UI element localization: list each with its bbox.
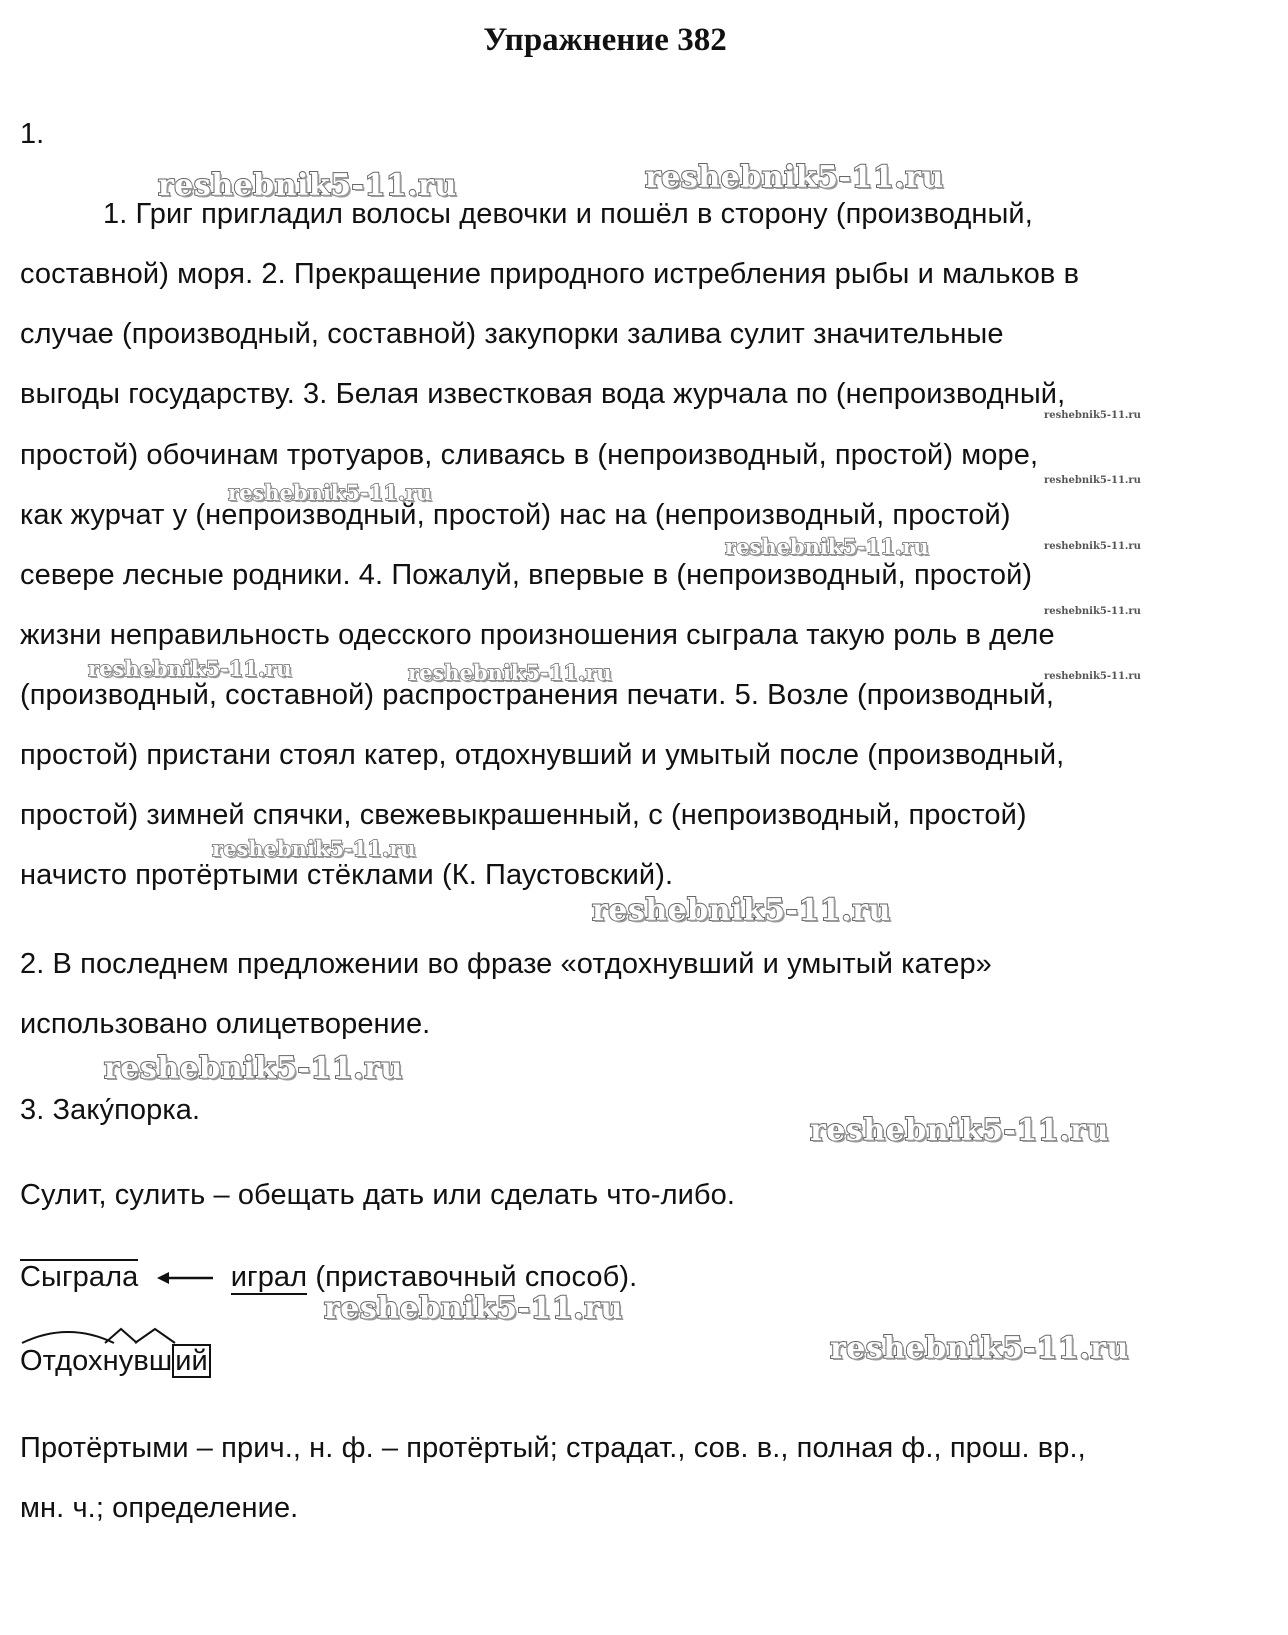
left-arrow-icon [157,1271,213,1285]
morpheme-suffix-1 [103,1343,134,1379]
section-2-line: 2. В последнем предложении во фразе «отдохнувший и умытый катер» [20,948,992,980]
watermark: reshebnik5-11.ru [592,893,891,928]
root-text: Отдох [20,1345,103,1377]
text-line: начисто протёртыми стёклами (К. Паустовский). [20,859,674,891]
text-line: простой) обочинам тротуаров, сливаясь в (непроизводный, простой) море, [20,439,1039,471]
watermark: reshebnik5-11.ru [104,1051,403,1086]
derived-word: Сыграла [20,1261,139,1293]
text-line: составной) моря. 2. Прекращение природного истребления рыбы и мальков в [20,258,1080,290]
section-2-line: использовано олицетворение. [20,1008,431,1040]
text-line: случае (производный, составной) закупорки залива сулит значительные [20,318,1004,350]
text-line: жизни неправильность одесского произношения сыграла такую роль в деле [20,619,1055,651]
watermark: reshebnik5-11.ru [158,168,457,203]
text-line: выгоды государству. 3. Белая известковая вода журчала по (непроизводный, [20,378,1066,410]
analysis-line: Протёртыми – прич., н. ф. – протёртый; страдат., сов. в., полная ф., прош. вр., [20,1432,1086,1464]
watermark: reshebnik5-11.ru [228,480,432,505]
sulit-definition: Сулит, сулить – обещать дать или сделать что-либо. [20,1179,736,1211]
text-line: как журчат у (непроизводный, простой) нас на (непроизводный, простой) [20,499,1011,531]
word-derivation [20,1259,637,1295]
watermark: reshebnik5-11.ru [88,656,292,681]
watermark: reshebnik5-11.ru [810,1113,1109,1148]
text-line: простой) зимней спячки, свежевыкрашенный, с (непроизводный, простой) [20,799,1027,831]
watermark: reshebnik5-11.ru [1044,475,1141,486]
text-line: 1. Григ пригладил волосы девочки и пошёл в сторону (производный, [103,198,1033,230]
morpheme-ending: ий [172,1344,211,1378]
morpheme-suffix-2 [133,1343,172,1379]
derivation-method: (приставочный способ). [315,1261,638,1293]
watermark: reshebnik5-11.ru [1044,671,1141,682]
watermark: reshebnik5-11.ru [1044,410,1141,421]
text-line: простой) пристани стоял катер, отдохнувший и умытый после (производный, [20,739,1065,771]
watermark: reshebnik5-11.ru [1044,606,1141,617]
watermark: reshebnik5-11.ru [324,1291,623,1326]
analysis-line: мн. ч.; определение. [20,1492,299,1524]
watermark: reshebnik5-11.ru [408,660,612,685]
text-line: севере лесные родники. 4. Пожалуй, впервые в (непроизводный, простой) [20,559,1033,591]
morpheme-root [20,1343,103,1379]
watermark: reshebnik5-11.ru [1044,541,1141,552]
suffix-1-text: ну [102,1345,134,1377]
source-word: играл [230,1261,308,1293]
suffix-caret-icon [133,1327,177,1345]
morpheme-analysis [20,1343,211,1379]
watermark: reshebnik5-11.ru [830,1331,1129,1366]
page-title: Упражнение 382 [483,22,727,58]
watermark: reshebnik5-11.ru [645,160,944,195]
suffix-2-text: вш [133,1345,173,1377]
root-arc-icon [20,1327,116,1345]
section-3-title: 3. Заку́порка. [20,1094,201,1126]
watermark: reshebnik5-11.ru [212,836,416,861]
section-1-number: 1. [20,118,45,150]
text-line: (производный, составной) распространения печати. 5. Возле (производный, [20,679,1055,711]
watermark: reshebnik5-11.ru [725,534,929,559]
